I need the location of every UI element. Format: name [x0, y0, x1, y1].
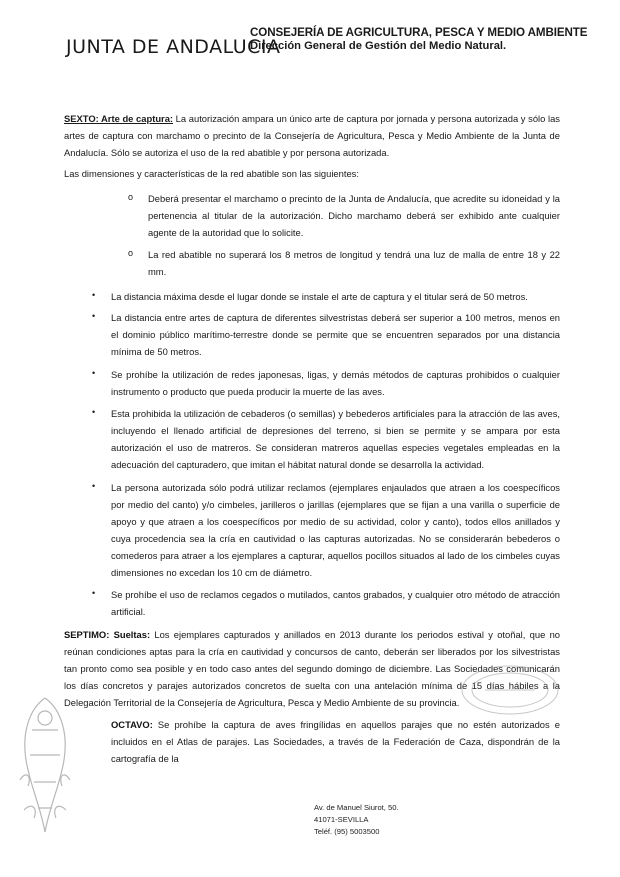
ministry-name: CONSEJERÍA DE AGRICULTURA, PESCA Y MEDIO AMBIENTE: [250, 26, 588, 39]
sub-bullet-marker: o: [128, 192, 134, 202]
bullet-marker: •: [92, 368, 96, 378]
bullet-marker: •: [92, 290, 96, 300]
footer-address: Av. de Manuel Siurot, 50.: [314, 803, 399, 812]
andalucia-seal-icon: [10, 690, 80, 840]
octavo-label: OCTAVO:: [111, 719, 153, 730]
footer-phone: Teléf. (95) 5003500: [314, 827, 380, 836]
bullet-item-1: La distancia máxima desde el lugar donde se instale el arte de captura y el titular será de 50 metros.: [111, 291, 528, 302]
bullet-item-3: Se prohíbe la utilización de redes japonesas, ligas, y demás métodos de capturas prohibidos o cualquier instrumento o producto que pueda producir la muerte de las aves.: [111, 369, 560, 397]
sexto-label: SEXTO: Arte de captura:: [64, 113, 174, 124]
sub-bullet-marker: o: [128, 248, 134, 258]
bullet-marker: •: [92, 407, 96, 417]
bullet-marker: •: [92, 311, 96, 321]
junta-logo-text: JUNTA DE ANDALUCIA: [66, 36, 281, 58]
septimo-text: Los ejemplares capturados y anillados en 2013 durante los periodos estival y otoñal, que no reúnan condiciones aptas para la cría en cautividad y concursos de canto, deberán ser liberados por los silvestristas tan pronto como sea posible y en todo caso antes del segundo domingo de diciembre. Las Sociedades comunicarán los días concretos y parajes autorizados concretos de suelta con una antelación mínima de 15 días hábiles a la Delegación Territorial de la Consejería de Agricultura, Pesca y Medio Ambiente de su provincia.: [64, 629, 560, 708]
sexto-text: La autorización ampara un único arte de captura por jornada y persona autorizada y sólo las artes de captura con marchamo o precinto de la Consejería de Agricultura, Pesca y Medio Ambiente de la Junta de Andalucía. Sólo se autoriza el uso de la red abatible y por persona autorizada.: [64, 113, 560, 158]
sub-item-2: La red abatible no superará los 8 metros de longitud y tendrá una luz de malla de entre 18 y 22 mm.: [148, 249, 560, 277]
dimensions-intro: Las dimensiones y características de la red abatible son las siguientes:: [64, 168, 359, 179]
directorate-name: Dirección General de Gestión del Medio Natural.: [250, 40, 507, 52]
header-ministry-block: [250, 26, 587, 52]
octavo-paragraph: [111, 716, 560, 767]
bullet-marker: •: [92, 588, 96, 598]
registry-stamp-icon: [455, 660, 565, 720]
sexto-paragraph: [64, 110, 560, 161]
septimo-label: SEPTIMO: Sueltas:: [64, 629, 151, 640]
bullet-marker: •: [92, 481, 96, 491]
bullet-item-2: La distancia entre artes de captura de diferentes silvestristas deberá ser superior a 100 metros, menos en el dominio público marítimo-terrestre donde se permite que se encuentren separados por una distancia mínima de 50 metros.: [111, 312, 560, 357]
bullet-item-5: La persona autorizada sólo podrá utilizar reclamos (ejemplares enjaulados que atraen a los coespecíficos por medio del canto) y/o cimbeles, jarilleros o jarillas (ejemplares que se fijan a una varilla o superficie de apoyo y que atraen a los coespecíficos por medio de su actividad, color y canto), todos ellos anillados y cuya procedencia sea la cría en cautividad o las capturas autorizadas. No se considerarán bebederos o comederos para atraer a los ejemplares a capturar, aquellos pocillos situados al lado de los cimbeles cuyas dimensiones no excedan los 10 cm de diámetro.: [111, 482, 560, 578]
octavo-text: Se prohíbe la captura de aves fringílidas en aquellos parajes que no estén autorizados e incluidos en el Atlas de parajes. Las Sociedades, a través de la Federación de Caza, dispondrán de la cartografía de la: [111, 719, 560, 764]
footer-city: 41071-SEVILLA: [314, 815, 369, 824]
bullet-item-4: Esta prohibida la utilización de cebaderos (o semillas) y bebederos artificiales para la atracción de las aves, incluyendo el llenado artificial de depresiones del terreno, si bien se permite y se ampara por esta autorización el uso de matreros. Se consideran matreros aquellas especies vegetales empleadas en la adecuación del capturadero, que imitan el hábitat natural donde se desarrolla la actividad.: [111, 408, 560, 470]
sub-item-1: Deberá presentar el marchamo o precinto de la Junta de Andalucía, que acredite su idoneidad y la pertenencia al titular de la autorización. Dicho marchamo deberá ser exhibido ante cualquier agente de la autoridad que lo solicite.: [148, 193, 560, 238]
bullet-item-6: Se prohíbe el uso de reclamos cegados o mutilados, cantos grabados, y cualquier otro método de atracción artificial.: [111, 589, 560, 617]
footer-address-block: [314, 802, 399, 838]
